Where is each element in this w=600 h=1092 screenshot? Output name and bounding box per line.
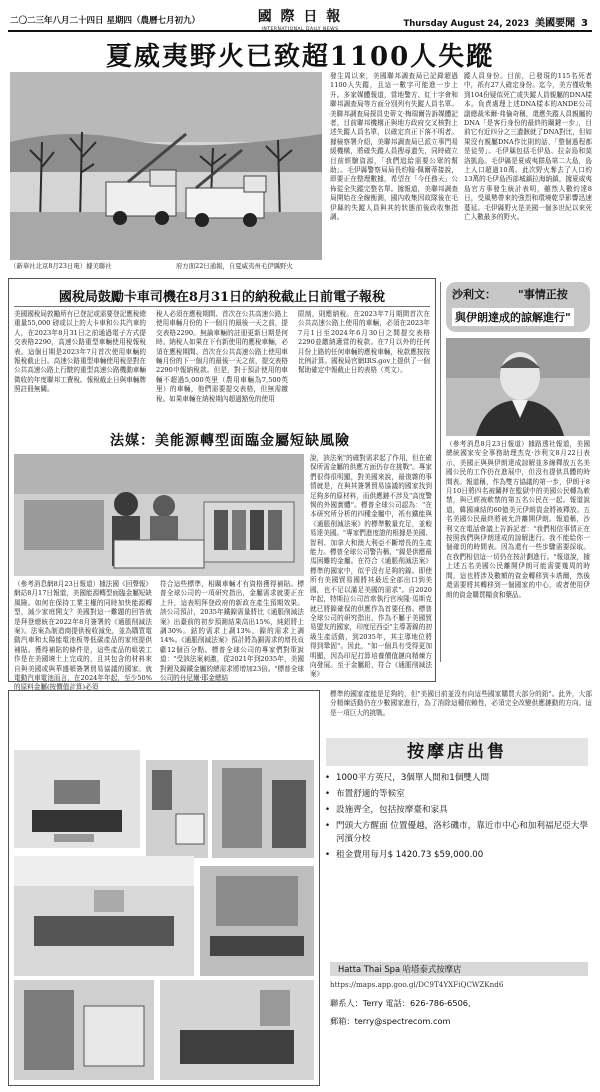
spa-name-bar: Hatta Thai Spa 哈塔泰式按摩店 xyxy=(330,962,588,976)
mine-workers-photo xyxy=(14,454,304,576)
story1-photo xyxy=(10,72,322,260)
story3-column-4: 標準的國家產能是足夠的，但"美國目前並沒有向這些國家購買大部分的鉛"。此外，大部分精煉活動仍在少數國家進行，為了消除這種依賴性，必須完全改變供應鏈動的方向。這是一項巨大的挑戰。 xyxy=(330,690,592,717)
room-photo xyxy=(146,760,208,858)
story3-photo xyxy=(14,454,304,576)
story2-column-3: 限制，則應納稅。在2023年7月期間首次在公共高速公路上使用的車輛，必須在2023年7月1日至2024年6月30日之間提交表格2290並繳納適當的稅款。在7月以外的任何月份上路的任何車輛的應稅車輛，稅款應按按比例計算。國稅局官網IRS.gov上提供了一個幫助確定中報截止日的表格（英文）。 xyxy=(298,310,430,375)
story1-column-3: 蹤人員身份。目前，已發現的115名死者中，祇有27人確定身份。迄今，美方僅收集到104份疑似死亡或失蹤人員親屬的DNA樣本。負責處理上述DNA樣本的ANDE公司副總裁米爾·弗倫奇稱，還應失蹤人員親屬的DNA「是客行身份的最終的關鍵一步」，目前它有近四分之三遺骸就了DNA對比，但如果沒有親屬DNA作比則的話，「整個過程都是徒勞」。毛伊縣包括毛伊島、拉奈島和莫洛凱島。毛伊縣是夏威夷群島第二大島，島上人口超過10萬。此次野火奪去了人口約13萬的毛伊島西部城鎮拉海納鎮，據夏威夷島官方事發生統計表明，雖然人數約達8日，受風勢帶來的強烈和環境乾旱影響迅速蔓延。毛伊縣野火是美國一個多世紀以來死亡人數最多的野火。 xyxy=(464,72,592,222)
masthead-title: 國 際 日 報 xyxy=(257,9,343,25)
story1-headline: 夏威夷野火已致超1100人失蹤 xyxy=(105,42,495,72)
email-line[interactable]: 郵箱：terry@spectrecom.com xyxy=(330,1016,451,1026)
ad-feature-item: • 布置舒適的等候室 xyxy=(324,788,590,801)
story3-column-1: （參考消息網8月23日報道）據法國《回聲報》網站8月17日報道，美國能源轉型面臨金屬短缺風險。如何在保持工業主權的同時加快能源轉型，減少家庭開支？美國對這一難題的回答就是拜登總統在2022年8月簽署的《通脹削減法案》。法案為制造商提供稅收減免，並為購買電動汽車和太陽能電池板等低碳產品的家庭提供補貼。獲得補貼的條件是，這些產品的組裝工作是在美國境土上完成的，且其包含的材料來自與美國或與華盛頓簽署貿易協議的國家。就電動汽車電池而言，在2024年年起，至少50%的原料金屬(按價值計算)必須 xyxy=(14,580,152,692)
hallway-photo xyxy=(14,980,154,1080)
story4-headline-rest: 與伊朗達成的諒解進行" xyxy=(452,308,574,326)
ad-photo-room1 xyxy=(146,760,208,858)
header-date-cn: 二〇二三年八月二十四日 星期四（農曆七月初九） xyxy=(10,16,200,26)
masthead xyxy=(242,6,358,32)
ad-photo-room6 xyxy=(160,980,314,1080)
story4-body: （參考消息8月23日報道）據路透社報道，美國總統國家安全事務助理杰克·沙利文8月22日表示，美國正與與伊朗達成諒解並多線釋放五名美國公民的工作仍在進展中，但沒有提供具體的時間表。報道稱，作為雙方協議的第一步，伊朗于8月10日將四名被關押在監獄中的美國公民轉為軟禁，與已經被軟禁的第五名公民在一起。報道說道，韓國凍結的60億美元伊朗資金將被釋放。五名美國公民最終將被允許離開伊朗。報道稱，沙利文在電話會議上告訴記者："我們相信事情正在按照我們與伊朗達成的諒解進行。我不能給你一個確切的時間表。因為還有一些步驟需要採取。在我們相信這一切仍在按計劃進行。"報道說，據上述五名美國公民離開伊朗可能需要幾周的時間，這也將涉及數額的資金轉移到卡塔爾，然後還需要將其轉移到一個國家的中心，或者使用伊朗的資金購買糧食和藥品。 xyxy=(446,440,590,599)
story3-column-3: 說，該法案"的確對需求起了作用，但在確保所需金屬的供應方面仍存在挑戰"。專家們很得很明顯，對美國來說，最復雜的事情就是，在與其簽署貿易協議的國家找到足夠多的原材料，而供應鏈不涉及"高度警惕的外國實體"。標普全球公司認為："在本研究所分析的四種金屬中，祇有鐵能與《通脹削減法案》的標準數量充足，並較易達美國。"專家們進度證的根據是美國、智利、加拿大和澳大利亞不斷增長的生產能力。標普全球公司警告稱，"鎳是供應最馬困難的金屬。在符合《通脹削減法案》標準的國家中，似乎沒有足夠的鎳。即使所有美國貿易國將其最近全部出口到美國，也不足以滿足美國的需求"。自2020年起，特斯拉公司首席執行官埃隆·馬斯克就已將鎳確保的供應作為首要任務。標普全球公司的研究指出，作為不屬于美國貿易盟友的國家，印度尼西亞"主導著鎳的初級生產活動，到2035年，其主導地位將得到鞏固"。因此，"如一個具有受得更加明顯，因為印尼打算培養價值鏈向精煉方向發展。至于金屬鉛，符合《通脹削減法案》 xyxy=(310,454,432,679)
page-number: 3 xyxy=(581,18,588,29)
story2-column-1: 美國國稅局敦勵所有已登記或需要登記應稅總重量55,000 磅或以上的大卡車和公共汽車的人，在2023年8月31日之前通過電子方式提交表格2290，高速公路重型車輛使用稅報稅表。這個日期是2023年7月首次使用車輛的報稅截止日。高速公路重型車輛使用稅是對在公共高速公路上行駛的重型高速公路機動車輛徵收的年度聯邦工費稅。報稅截止日與車輛牌照註冊無關。 xyxy=(14,310,146,394)
header-date-en: Thursday August 24, 2023 xyxy=(403,19,530,29)
ad-photo-room3 xyxy=(14,856,194,976)
treatment-room-photo xyxy=(14,856,194,976)
story1-caption: （新華社北京8月23日電）據美聯社 xyxy=(10,262,112,270)
ad-photo-room2 xyxy=(212,760,314,858)
reception-photo xyxy=(160,980,314,1080)
story2-headline: 國稅局鼓勵卡車司機在8月31日的納稅截止日前電子報稅 xyxy=(58,290,386,305)
story1-column-2: 發生周以來，美國聯邦調查局已記錄超過1100人失蹤，且這一數字可能進一步上升。多家媒體報道，當地警方、紅十字會和聯邦調查局等方面分別列有失蹤人員名單。美聯邦調查局探員史蒂文·梅瑞爾告訴媒體記者，目前聯邦機構正與地方政府交叉核對上述失蹤人員名單，以確定真正下落不明者。據檢察署介紹，美聯邦調查局已派立事門易緩機構，將確失蹤人員搜尋遺失，同時確立目前經驗資源，「我們追給需要公眾的幫助」。毛伊縣警察局局長約翰·佩爾蒂接說，即要正在整理數據，希望在「今任務天」公佈從全失蹤完整名單。據報道，美聯邦調查局開始在全線衡測，國內收集因故隊後在毛伊縣的失蹤人員與其的狀態前後政收集指調。 xyxy=(330,72,458,222)
ad-photo-room4 xyxy=(200,866,314,976)
header-right xyxy=(403,14,588,29)
story4-photo xyxy=(446,338,590,436)
ad-feature-item: • 設施齊全，包括按摩臺和家具 xyxy=(324,804,590,817)
story2-rule xyxy=(14,306,430,307)
massage-table-photo xyxy=(200,866,314,976)
wildfire-photo xyxy=(10,72,322,260)
ad-feature-list xyxy=(324,772,590,865)
header-rule xyxy=(8,30,592,32)
ad-photo-lobby xyxy=(14,750,140,848)
header-section: 美國要聞 xyxy=(535,18,576,29)
ad-photo-room5 xyxy=(14,980,154,1080)
story3-column-2: 符合這些標準，相關車輛才有資格獲得補貼。標普全球公司的一項研究指出，金屬需求就要正在上升，這表明拜登政府的新政在產生預期效果。該公司預計，2035年鐵鎳需量將比《通脹削減法案》出臺前的初步預測結果高出15%，純鋁將上調30%。鈷的需求上調13%，鎳的需求上調14%。《通脹削減法案》預計將為銅需求的增長貢獻12個百分點。標普全球公司的專家們對策說道："受該法案刺激，從2021年到2035年，美國對鋰及鎳鐵金屬的總需求將增加23倍。"標普全球公司的丹尼爾·耶金總結 xyxy=(160,580,304,683)
story1-caption-2: 府方面22日通報，自夏威夷州毛伊縣野火 xyxy=(176,262,293,270)
ad-title: 按摩店出售 xyxy=(326,738,588,766)
corridor-photo xyxy=(212,760,314,858)
contact-line: 聯系人：Terry 電話：626-786-6506, xyxy=(330,998,471,1008)
ad-feature-item: • 1000平方英尺，3個單人間和1個雙人間 xyxy=(324,772,590,785)
story2-column-2: 稅人必須在應稅期間、首次在公共高速公路上使用車輛月份的下一個月的最後一天之前，提交表格2290。無論車輛的註冊更新日期是何時。納稅人如果在下有新使用的應稅車輛，必須在應稅期間、首次在公共高速公路上使用車輛月份的下一個月的最後一天之前，提交表格2290申報納稅款。但是，對于預計使用的車輛不超過5,000英里（農用車輛為7,500英里）的車輛，他們需要提交表格，但無需繳稅。如果車輛在納稅期內超過豁免的使用 xyxy=(156,310,288,403)
ad-feature-item: • 門頭大方醒面 位置優越，洛杉磯市，靠近市中心和加利福尼亞大學河濱分校 xyxy=(324,820,590,846)
lobby-photo xyxy=(14,750,140,848)
story4-headline-box xyxy=(446,282,590,332)
sullivan-portrait xyxy=(446,338,590,436)
story3-headline: 法媒：美能源轉型面臨金屬短缺風險 xyxy=(110,433,350,449)
ad-feature-item: • 租金費用每月$ 1420.73 $59,000.00 xyxy=(324,849,590,862)
story4-headline-quote: "事情正按 xyxy=(518,288,568,301)
story4-headline-name: 沙利文： xyxy=(452,288,496,301)
map-link[interactable]: https://maps.app.goo.gl/DC9T4YXFiQCWZKnd6 xyxy=(330,980,504,989)
